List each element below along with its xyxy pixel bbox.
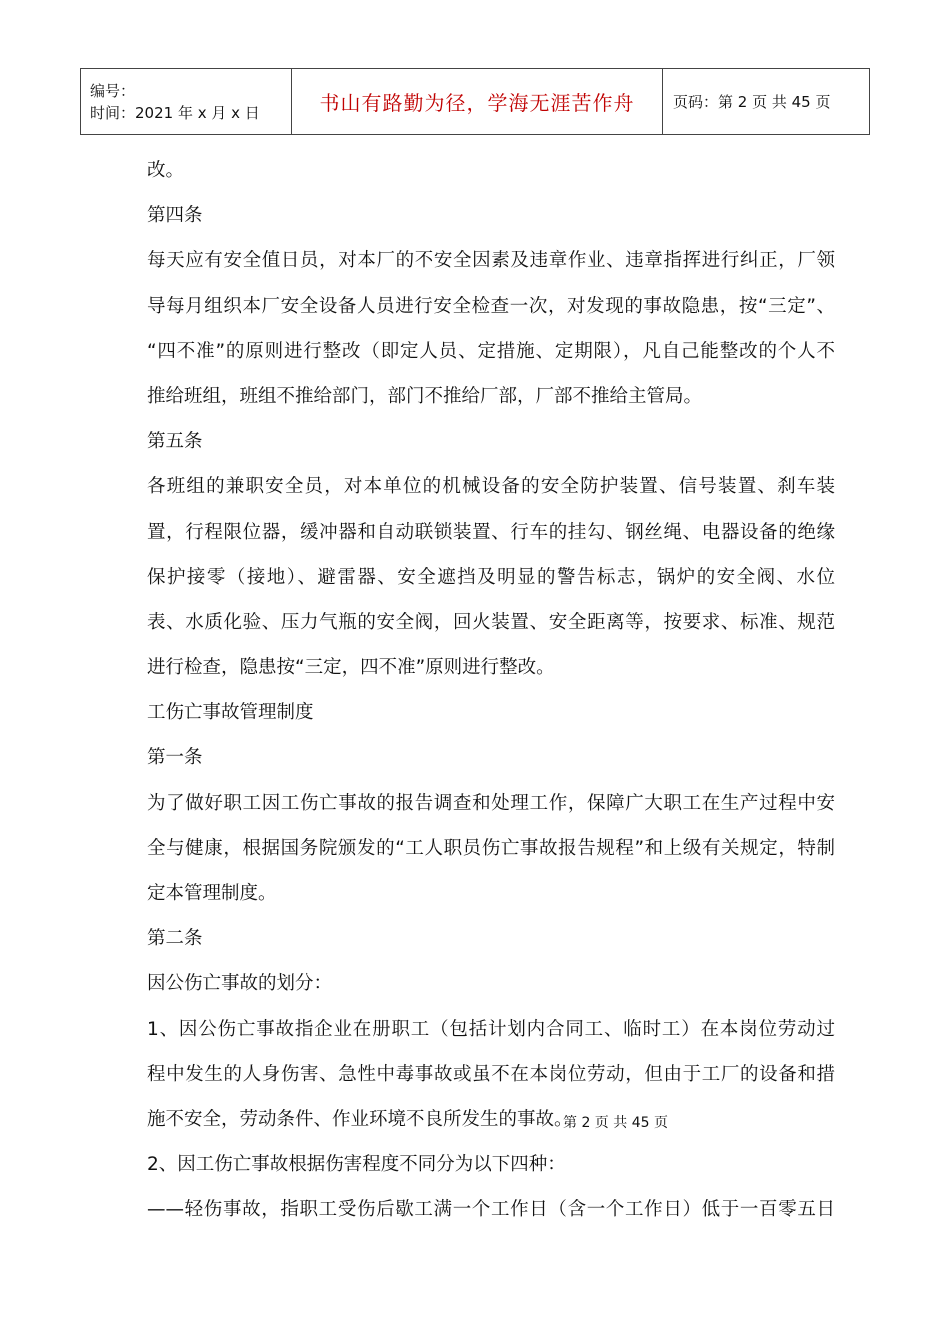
body-line: 因公伤亡事故的划分： [147,973,333,995]
section-heading: 第一条 [147,747,203,769]
header-page-info: 页码：第 2 页 共 45 页 [673,93,831,111]
body-line: 推给班组，班组不推给部门，部门不推给厂部，厂部不推给主管局。 [147,385,703,407]
body-line: 为了做好职工因工伤亡事故的报告调查和处理工作，保障广大职工在生产过程中安 [147,792,835,814]
body-line: 程中发生的人身伤害、急性中毒事故或虽不在本岗位劳动，但由于工厂的设备和措 [147,1063,835,1085]
header-motto: 书山有路勤为径，学海无涯苦作舟 [319,91,635,115]
body-line: 置，行程限位器，缓冲器和自动联锁装置、行车的挂勾、钢丝绳、电器设备的绝缘 [147,521,835,543]
header-meta-cell [81,69,292,135]
document-header [80,68,870,135]
section-heading: 第二条 [147,928,203,950]
page-number-footer: 第 2 页 共 45 页 [563,1115,668,1131]
section-heading: 第四条 [147,205,203,227]
body-line: ——轻伤事故，指职工受伤后歇工满一个工作日（含一个工作日）低于一百零五日 [147,1199,835,1221]
body-line: 保护接零（接地）、避雷器、安全遮挡及明显的警告标志，锅炉的安全阀、水位 [147,566,835,588]
body-line: 进行检查，隐患按“三定，四不准”原则进行整改。 [147,657,555,679]
body-line: 表、水质化验、压力气瓶的安全阀，回火装置、安全距离等，按要求、标准、规范 [147,611,835,633]
document-number-label: 编号： [90,81,136,100]
body-line: 施不安全，劳动条件、作业环境不良所发生的事故。 [147,1108,573,1130]
body-line: 各班组的兼职安全员，对本单位的机械设备的安全防护装置、信号装置、刹车装 [147,476,835,498]
body-line: 导每月组织本厂安全设备人员进行安全检查一次，对发现的事故隐患，按“三定”、 [147,295,835,317]
body-line: 改。 [147,160,185,181]
body-line: “四不准”的原则进行整改（即定人员、定措施、定期限），凡自己能整改的个人不 [147,340,835,362]
header-motto-cell [292,69,663,135]
body-line: 1、因公伤亡事故指企业在册职工（包括计划内合同工、临时工）在本岗位劳动过 [147,1018,835,1040]
body-line: 2、因工伤亡事故根据伤害程度不同分为以下四种： [147,1154,566,1176]
document-body [147,148,847,1233]
header-page-cell [663,69,870,135]
section-heading: 第五条 [147,431,203,453]
document-date-label: 时间：2021 年 x 月 x 日 [90,103,260,122]
body-line: 全与健康，根据国务院颁发的“工人职员伤亡事故报告规程”和上级有关规定，特制 [147,837,835,859]
body-line: 定本管理制度。 [147,883,277,904]
section-title: 工伤亡事故管理制度 [147,702,314,724]
body-line: 每天应有安全值日员，对本厂的不安全因素及违章作业、违章指挥进行纠正，厂领 [147,250,835,272]
